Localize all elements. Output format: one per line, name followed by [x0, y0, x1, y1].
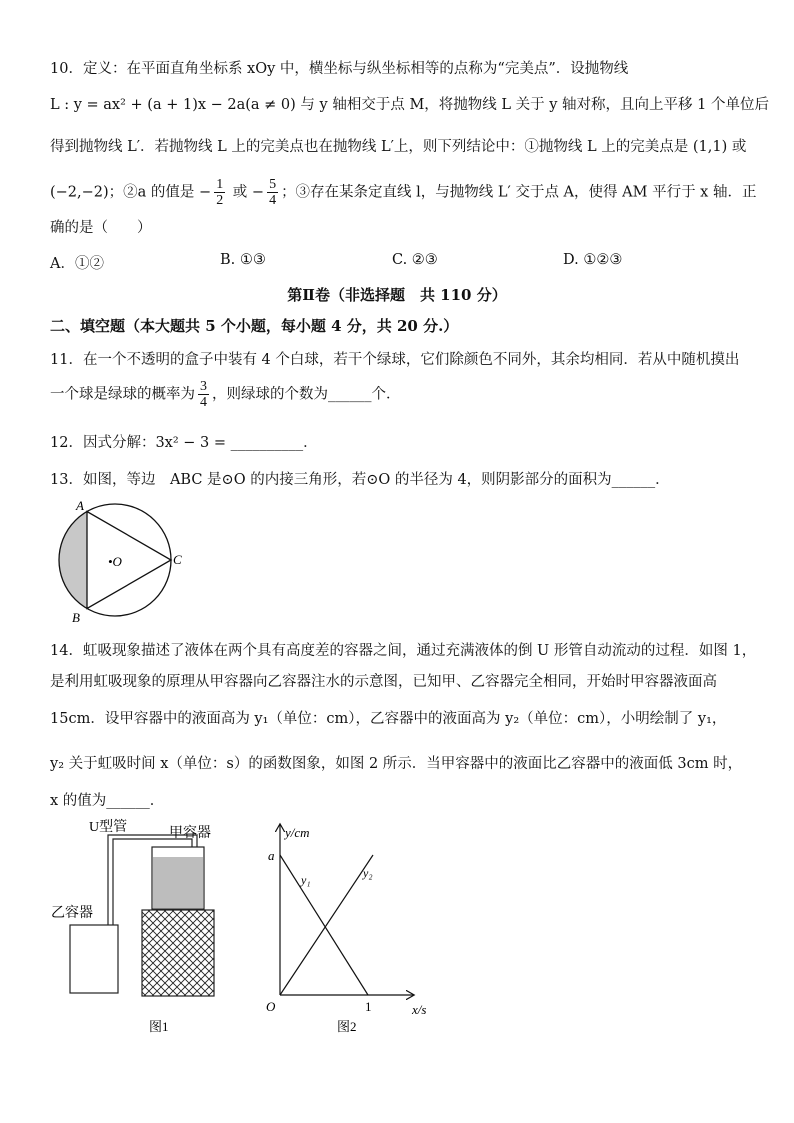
- q11-line-2: [50, 379, 401, 410]
- label-jia: 甲容器: [169, 826, 211, 841]
- label-a-value: a: [268, 848, 275, 863]
- q10-line-4: [50, 177, 756, 208]
- q14-line-1: 14．虹吸现象描述了液体在两个具有高度差的容器之间，通过充满液体的倒 U 形管自动流动的过程．如图 1，: [50, 643, 757, 659]
- figure-13-circle: [40, 498, 200, 628]
- triangle-abc: [87, 512, 171, 609]
- label-ycm: y/cm: [285, 825, 310, 840]
- figure-1-siphon: [45, 815, 245, 1040]
- label-c: C: [173, 552, 182, 567]
- frac-num: 5: [269, 177, 277, 192]
- option-d[interactable]: D. ①②③: [563, 252, 623, 268]
- label-xs: x/s: [412, 1002, 427, 1017]
- label-origin: O: [266, 999, 276, 1014]
- option-c[interactable]: C. ②③: [392, 252, 438, 268]
- label-y2: y₂: [363, 866, 373, 880]
- shaded-segment: [59, 512, 87, 609]
- label-a: A: [76, 498, 84, 513]
- label-u-tube: U型管: [89, 820, 128, 835]
- option-a[interactable]: A．①②: [50, 256, 104, 272]
- q14-line-2: 是利用虹吸现象的原理从甲容器向乙容器注水的示意图，已知甲、乙容器完全相同，开始时甲容器液面高: [50, 674, 717, 690]
- label-b: B: [72, 610, 80, 625]
- hatched-stand: [142, 910, 214, 996]
- q11-line-2a: 一个球是绿球的概率为: [50, 386, 195, 403]
- figure-2-graph: [255, 815, 445, 1040]
- frac-num: 3: [200, 379, 207, 394]
- q14-line-4: y₂ 关于虹吸时间 x（单位：s）的函数图象，如图 2 所示．当甲容器中的液面比乙容器中的液面低 3cm 时，: [50, 756, 743, 772]
- fraction-three-fourths: [198, 379, 209, 410]
- q13-text: 13．如图，等边 ABC 是⊙O 的内接三角形，若⊙O 的半径为 4，则阴影部分的面积为______．: [50, 472, 670, 488]
- frac-den: 4: [269, 193, 277, 208]
- fraction-five-fourths: [267, 177, 278, 208]
- q11-line-1: 11．在一个不透明的盒子中装有 4 个白球，若干个绿球，它们除颜色不同外，其余均相同．若从中随机摸出: [50, 352, 740, 368]
- frac-den: 4: [200, 395, 207, 410]
- frac-num: 1: [216, 177, 224, 192]
- q10-line-1: 10．定义：在平面直角坐标系 xOy 中，横坐标与纵坐标相等的点称为“完美点”．设抛物线: [50, 61, 629, 77]
- q10-line-4c: ；③存在某条定直线 l，与抛物线 L′ 交于点 A，使得 AM 平行于 x 轴．正: [281, 184, 757, 201]
- q10-line-4a: (−2,−2)；②a 的值是 −: [50, 184, 212, 201]
- caption-fig2: 图2: [337, 1019, 357, 1034]
- line-y1: [280, 855, 368, 995]
- option-b[interactable]: B. ①③: [220, 252, 266, 268]
- label-o: •O: [108, 554, 122, 569]
- part2-title: 二、填空题（本大题共 5 个小题，每小题 4 分，共 20 分.）: [50, 317, 459, 335]
- label-one: 1: [365, 999, 372, 1014]
- fraction-one-half: [214, 177, 225, 208]
- q10-line-5: 确的是（ ）: [50, 220, 152, 236]
- caption-fig1: 图1: [149, 1019, 169, 1034]
- q14-line-3: 15cm．设甲容器中的液面高为 y₁（单位：cm），乙容器中的液面高为 y₂（单位：cm），小明绘制了 y₁，: [50, 711, 727, 727]
- q10-line-2: L : y = ax² + (a + 1)x − 2a(a ≠ 0) 与 y 轴相交于点 M，将抛物线 L 关于 y 轴对称，且向上平移 1 个单位后: [50, 97, 769, 113]
- frac-den: 2: [216, 193, 224, 208]
- q10-line-4b: 或 −: [228, 184, 265, 201]
- q11-line-2b: ，则绿球的个数为______个．: [212, 386, 401, 403]
- yi-container: [70, 925, 118, 993]
- label-yi: 乙容器: [51, 906, 93, 921]
- section-title: 第Ⅱ卷（非选择题 共 110 分）: [287, 286, 507, 304]
- line-y2: [280, 855, 373, 995]
- label-y1: y₁: [301, 873, 311, 887]
- jia-water: [153, 857, 203, 908]
- q14-line-5: x 的值为______．: [50, 793, 165, 809]
- q12-text: 12．因式分解：3x² − 3 = __________．: [50, 435, 318, 451]
- q10-line-3: 得到抛物线 L′．若抛物线 L 上的完美点也在抛物线 L′上，则下列结论中：①抛物线 L 上的完美点是 (1,1) 或: [50, 139, 747, 155]
